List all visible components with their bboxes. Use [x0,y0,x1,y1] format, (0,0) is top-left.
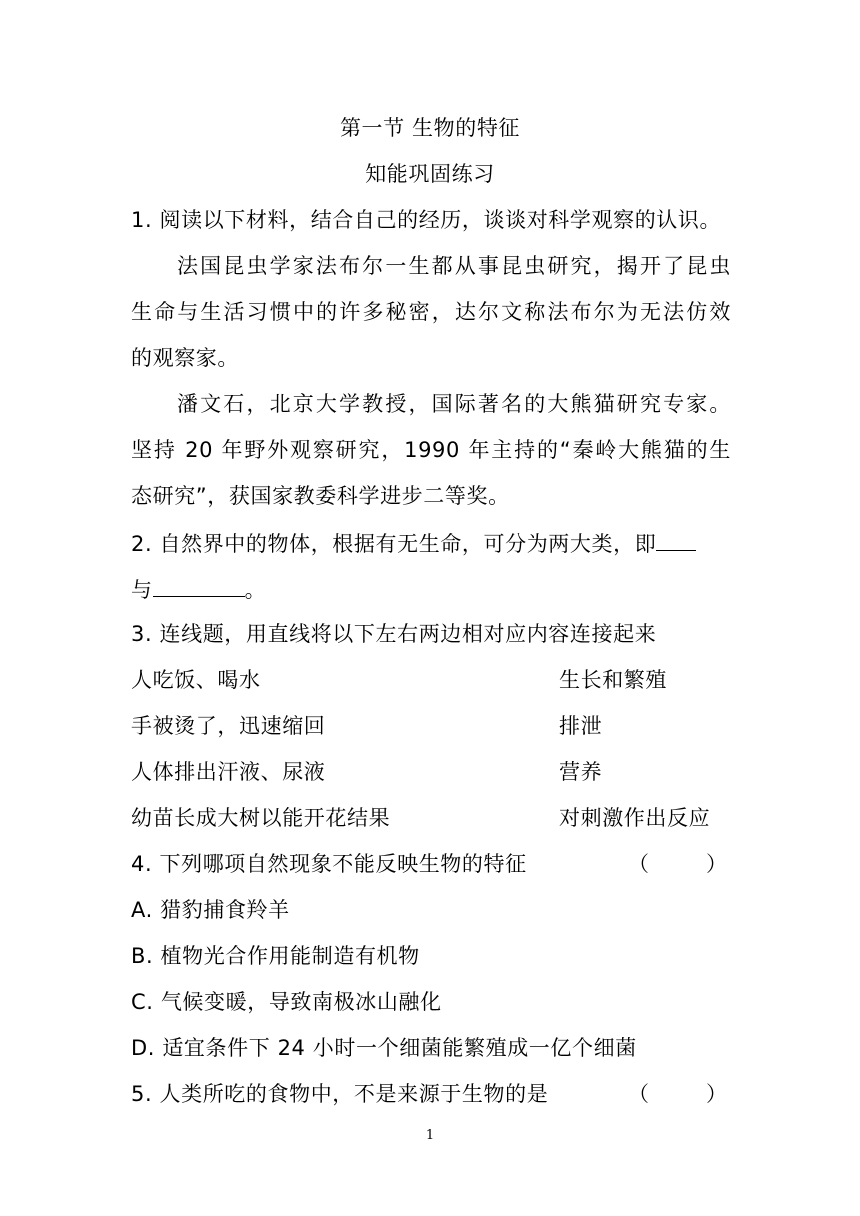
q4-option-c: C. 气候变暖，导致南极冰山融化 [131,990,442,1014]
q1-para2-line3: 态研究”，获国家教委科学进步二等奖。 [131,484,510,508]
q4-prompt: 4. 下列哪项自然现象不能反映生物的特征 [131,852,527,876]
q2-text-c: 。 [244,578,267,602]
q1-para2-line2: 坚持 20 年野外观察研究，1990 年主持的“秦岭大熊猫的生 [131,438,731,462]
q3-right-item-1: 生长和繁殖 [559,668,667,692]
page-number: 1 [425,1128,435,1143]
q3-left-item-4: 幼苗长成大树以能开花结果 [131,806,391,830]
q2-text-a: 2. 自然界中的物体，根据有无生命，可分为两大类，即 [131,532,657,556]
q5-prompt: 5. 人类所吃的食物中，不是来源于生物的是 [131,1082,549,1106]
q4-option-d: D. 适宜条件下 24 小时一个细菌能繁殖成一亿个细菌 [131,1036,637,1060]
q4-option-b: B. 植物光合作用能制造有机物 [131,944,420,968]
q4-paren-open: （ [628,852,649,876]
q1-para1-line1: 法国昆虫学家法布尔一生都从事昆虫研究，揭开了昆虫 [177,254,731,278]
q2-blank-1[interactable] [656,528,696,551]
q3-left-item-2: 手被烫了，迅速缩回 [131,714,326,738]
q4-paren-close: ） [706,852,727,876]
q1-prompt: 1. 阅读以下材料，结合自己的经历，谈谈对科学观察的认识。 [131,208,722,232]
q2-text-b: 与 [131,578,153,602]
q1-para1-line3: 的观察家。 [131,346,239,370]
q3-left-item-1: 人吃饭、喝水 [131,668,261,692]
q3-right-item-3: 营养 [559,760,603,784]
q3-right-item-4: 对刺激作出反应 [559,806,711,830]
q3-right-item-2: 排泄 [559,714,603,738]
section-subtitle: 知能巩固练习 [365,162,495,186]
q1-para2-line1: 潘文石，北京大学教授，国际著名的大熊猫研究专家。 [177,392,731,416]
page-title: 第一节 生物的特征 [339,116,521,140]
q4-option-a: A. 猎豹捕食羚羊 [131,898,290,922]
q3-prompt: 3. 连线题，用直线将以下左右两边相对应内容连接起来 [131,622,657,646]
q5-paren-open: （ [628,1082,649,1106]
q3-left-item-3: 人体排出汗液、尿液 [131,760,326,784]
q2-line1 [131,528,731,558]
q1-para1-line2: 生命与生活习惯中的许多秘密，达尔文称法布尔为无法仿效 [131,300,731,324]
q5-paren-close: ） [706,1082,727,1106]
q2-line2 [131,574,731,604]
q2-blank-2[interactable] [153,574,245,597]
